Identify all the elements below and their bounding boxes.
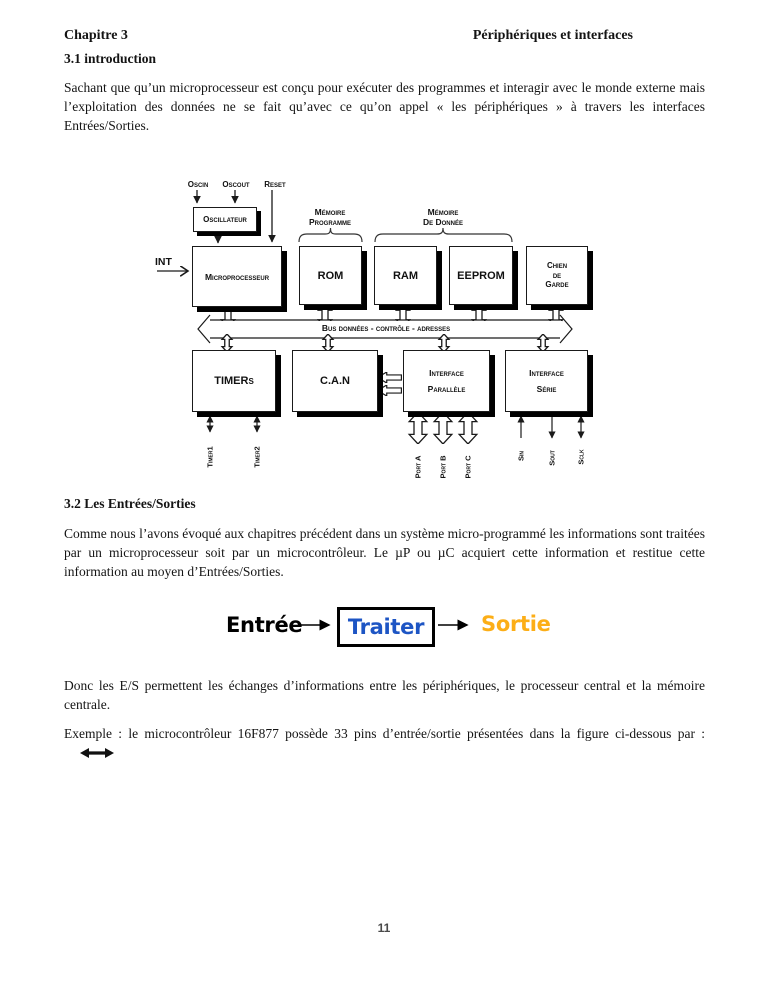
pin-label-sin: Sin — [516, 450, 526, 462]
pin-label-sout: Sout — [547, 450, 557, 466]
memoire-donnee-line2: De Donnée — [423, 217, 463, 227]
pin-label-port-a: Port A — [413, 455, 423, 479]
bus-label: Bus données - contrôle - adresses — [319, 323, 453, 333]
box-rom — [299, 246, 362, 305]
paragraph-example-text: Exemple : le microcontrôleur 16F877 possède 33 pins d’entrée/sortie présentées dans la figure ci-dessous par : — [64, 726, 705, 741]
box-ram-label: RAM — [392, 269, 419, 282]
box-chien-line1: Chien — [546, 261, 568, 271]
header-chapter: Chapitre 3 — [64, 28, 128, 43]
pin-label-sclk: Sclk — [576, 449, 586, 465]
pin-label-oscin: Oscin — [187, 180, 209, 189]
microcontroller-block-diagram — [0, 175, 768, 485]
section1-paragraph: Sachant que qu’un microprocesseur est conçu pour exécuter des programmes et interagir avec le monde externe mais l’exploitation des données ne se fait qu’avec ce qu’on appel « les périphériques » à travers les interfaces Entrées/Sorties. — [64, 80, 705, 133]
pin-label-port-b: Port B — [438, 455, 448, 479]
io-arrow-1 — [299, 618, 337, 632]
double-arrow-icon — [80, 748, 114, 758]
box-interface-ser-line1: Interface — [529, 368, 564, 378]
box-rom-label: ROM — [317, 269, 344, 282]
io-process-label: Traiter — [347, 615, 425, 639]
box-chien-line3: Garde — [545, 280, 569, 290]
box-microprocesseur-label: Microprocesseur — [204, 271, 270, 282]
paragraph-es: Donc les E/S permettent les échanges d’informations entre les périphériques, le processeur central et la mémoire centrale. — [64, 678, 705, 712]
pin-label-reset: Reset — [264, 180, 286, 189]
memoire-donnee-line1: Mémoire — [427, 207, 459, 217]
box-eeprom-label: EEPROM — [457, 269, 505, 282]
box-timers-label: TIMERs — [214, 375, 254, 387]
pin-label-port-c: Port C — [463, 455, 473, 479]
io-flow-figure — [0, 600, 768, 660]
port-a-arrow — [409, 412, 427, 444]
box-oscillateur — [193, 207, 257, 232]
pin-label-oscout: Oscout — [222, 180, 250, 189]
box-ram — [374, 246, 437, 305]
box-interface-par-line2: Parallèle — [427, 384, 466, 394]
box-eeprom — [449, 246, 513, 305]
pin-arrows — [210, 416, 581, 438]
section2-heading: 3.2 Les Entrées/Sorties — [64, 496, 196, 511]
box-chien-de-garde — [526, 246, 588, 305]
parallel-to-can-arrow-2 — [378, 385, 402, 396]
memoire-programme-line1: Mémoire — [314, 207, 346, 217]
box-chien-line2: de — [552, 270, 562, 280]
parallel-to-can-arrow-1 — [378, 372, 402, 383]
port-b-arrow — [434, 412, 452, 444]
io-output-label: Sortie — [481, 612, 551, 636]
box-interface-serie — [505, 350, 588, 412]
header-title: Périphériques et interfaces — [472, 28, 633, 43]
box-oscillateur-label: Oscillateur — [203, 215, 247, 224]
port-c-arrow — [459, 412, 477, 444]
paragraph-example — [64, 724, 705, 762]
memoire-donnee-label — [378, 207, 508, 227]
memoire-programme-line2: Programme — [308, 217, 351, 227]
pin-label-int: INT — [155, 256, 172, 268]
section1-heading: 3.1 introduction — [64, 51, 157, 66]
io-arrow-2 — [437, 618, 475, 632]
pin-label-timer2: Timer2 — [252, 446, 262, 468]
memoire-programme-label — [265, 207, 395, 227]
section2-paragraph: Comme nous l’avons évoqué aux chapitres précédent dans un système micro-programmé les informations sont traitées par un microprocesseur soit par un microcontrôleur. Le µP ou µC acquiert cette information et restitue cette information au moyen d’Entrées/Sorties. — [64, 526, 705, 579]
box-can — [292, 350, 378, 412]
page-number: 11 — [377, 921, 391, 935]
box-interface-ser-line2: Série — [536, 384, 557, 394]
io-process-box — [337, 607, 435, 647]
box-microprocesseur — [192, 246, 282, 307]
pin-label-timer1: Timer1 — [205, 446, 215, 468]
box-can-label: C.A.N — [320, 375, 350, 387]
box-interface-parallele — [403, 350, 490, 412]
box-timers — [192, 350, 276, 412]
io-input-label: Entrée — [226, 613, 303, 637]
box-interface-par-line1: Interface — [429, 368, 464, 378]
